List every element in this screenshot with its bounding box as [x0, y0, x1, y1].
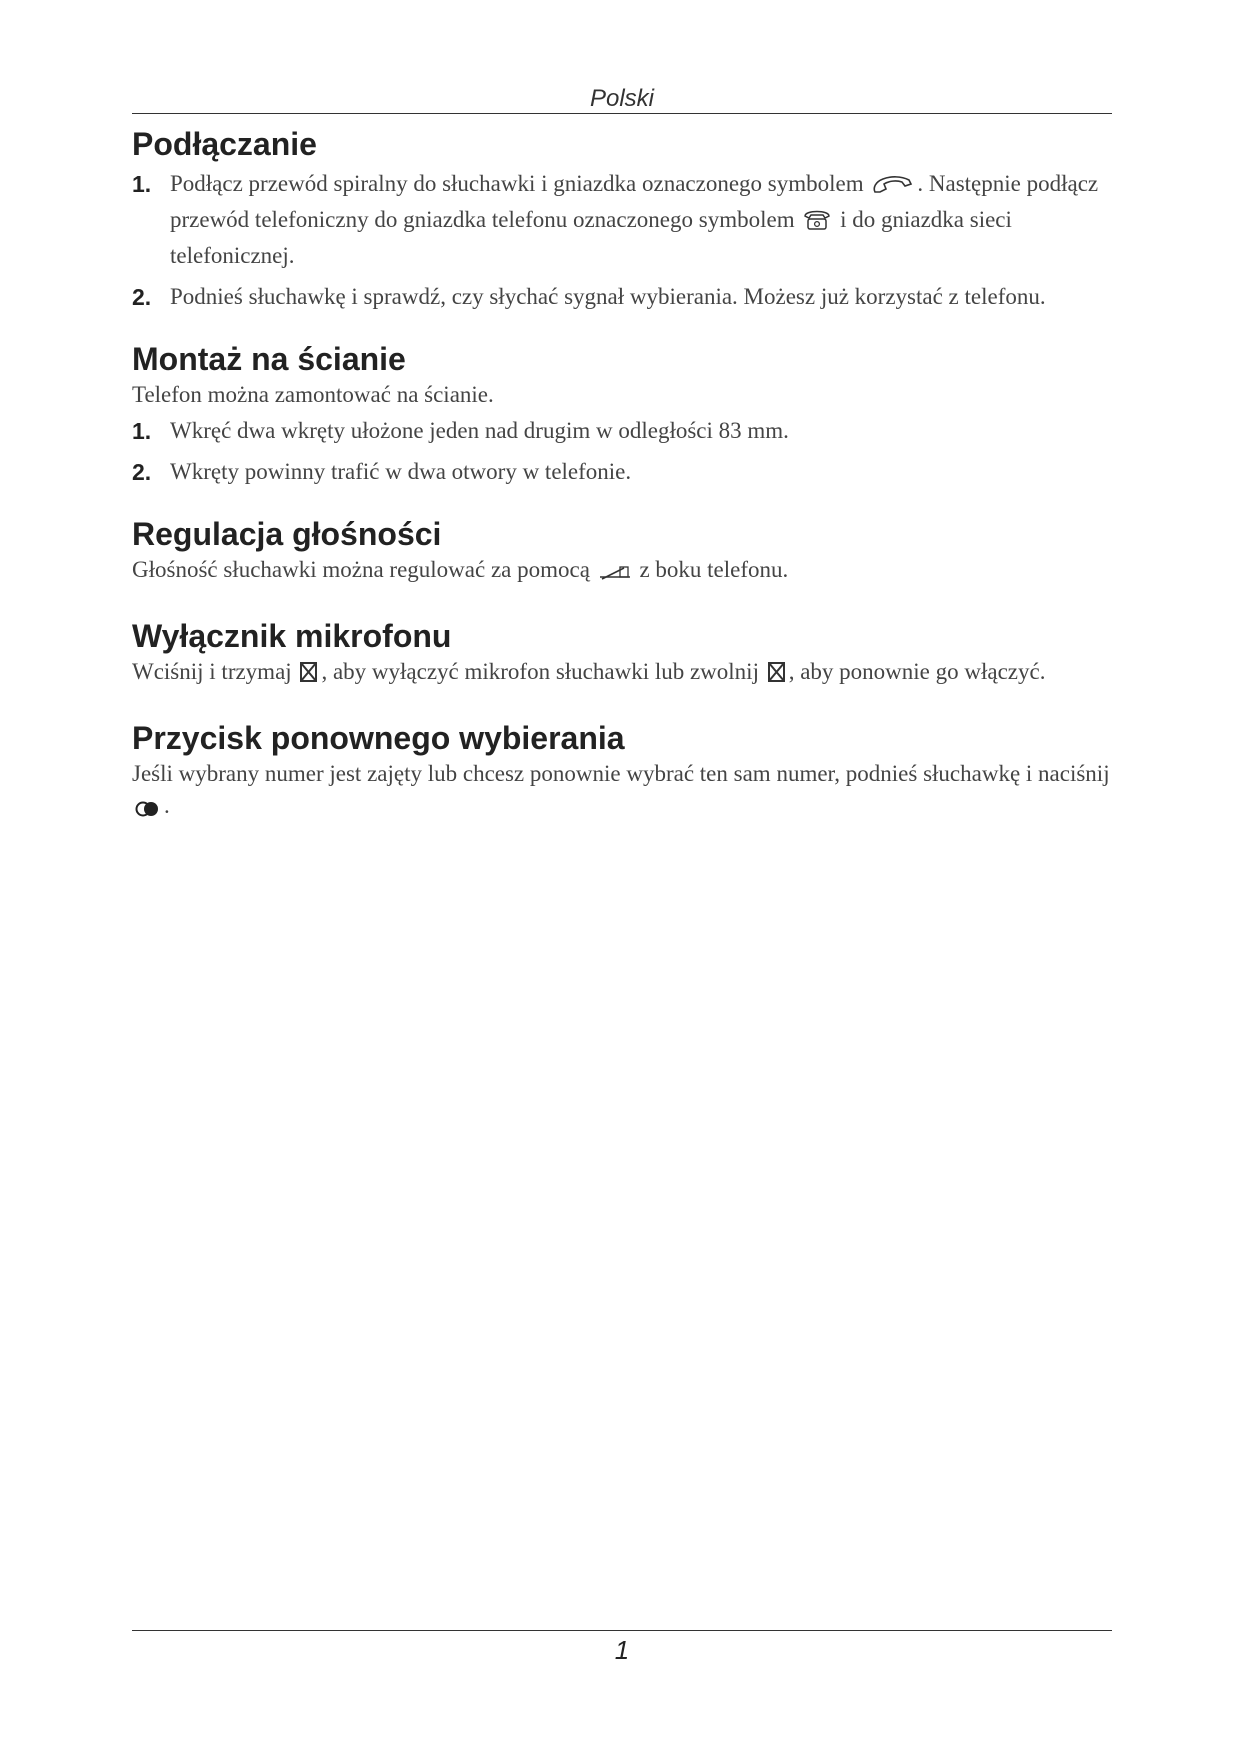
section-wall-mount — [132, 339, 1112, 488]
mute-icon — [767, 660, 787, 692]
header-rule — [132, 113, 1112, 114]
step-number: 2. — [132, 459, 152, 485]
list-item — [132, 456, 1112, 488]
section-title-wall-mount: Montaż na ścianie — [132, 341, 406, 377]
list-item — [132, 168, 1112, 272]
step-text: Wkręty powinny trafić w dwa otwory w telefonie. — [170, 459, 632, 484]
body-text-part: Głośność słuchawki można regulować za pomocą — [132, 557, 590, 582]
body-text-part: Wciśnij i trzymaj — [132, 659, 292, 684]
section-title-mute: Wyłącznik mikrofonu — [132, 618, 452, 654]
footer-rule — [132, 1630, 1112, 1631]
step-text: Podnieś słuchawkę i sprawdź, czy słychać sygnał wybierania. Możesz już korzystać z telefonu. — [170, 284, 1046, 309]
body-text-part: Jeśli wybrany numer jest zajęty lub chcesz ponownie wybrać ten sam numer, podnieś słuchawkę i naciśnij — [132, 761, 1110, 786]
section-connecting — [132, 124, 1112, 313]
handset-icon — [871, 172, 915, 204]
volume-switch-icon — [598, 558, 632, 590]
step-number: 2. — [132, 284, 152, 310]
telephone-icon — [802, 207, 832, 240]
section-intro: Telefon można zamontować na ścianie. — [132, 382, 494, 407]
section-title-redial: Przycisk ponownego wybierania — [132, 720, 625, 756]
steps-connecting — [132, 168, 1112, 313]
steps-wall-mount — [132, 415, 1112, 488]
page-number: 1 — [614, 1635, 630, 1665]
body-text-part: , aby wyłączyć mikrofon słuchawki lub zwolnij — [321, 659, 759, 684]
manual-content — [132, 118, 1112, 852]
step-text-part: i do gniazdka sieci telefonicznej. — [170, 207, 1012, 268]
list-item — [132, 415, 1112, 447]
body-text-part: z boku telefonu. — [639, 557, 789, 582]
redial-icon — [134, 794, 162, 826]
section-volume — [132, 514, 1112, 590]
section-title-volume: Regulacja głośności — [132, 516, 442, 552]
step-text — [170, 168, 1112, 272]
mute-icon — [299, 660, 319, 692]
section-body-mute — [132, 656, 1112, 692]
step-number: 1. — [132, 418, 152, 444]
step-text-part: . Następnie podłącz przewód telefoniczny do gniazdka telefonu oznaczonego symbolem — [170, 171, 1099, 232]
section-title-connecting: Podłączanie — [132, 126, 317, 162]
body-text-part: . — [164, 793, 170, 818]
header-language: Polski — [589, 85, 655, 112]
section-redial — [132, 718, 1112, 826]
step-text: Wkręć dwa wkręty ułożone jeden nad drugim w odległości 83 mm. — [170, 418, 789, 443]
step-number: 1. — [132, 171, 152, 197]
body-text-part: , aby ponownie go włączyć. — [788, 659, 1046, 684]
section-mute — [132, 616, 1112, 692]
section-body-redial — [132, 758, 1112, 826]
step-text-part: Podłącz przewód spiralny do słuchawki i gniazdka oznaczonego symbolem — [170, 171, 864, 196]
list-item — [132, 281, 1112, 313]
section-body-volume — [132, 554, 1112, 590]
